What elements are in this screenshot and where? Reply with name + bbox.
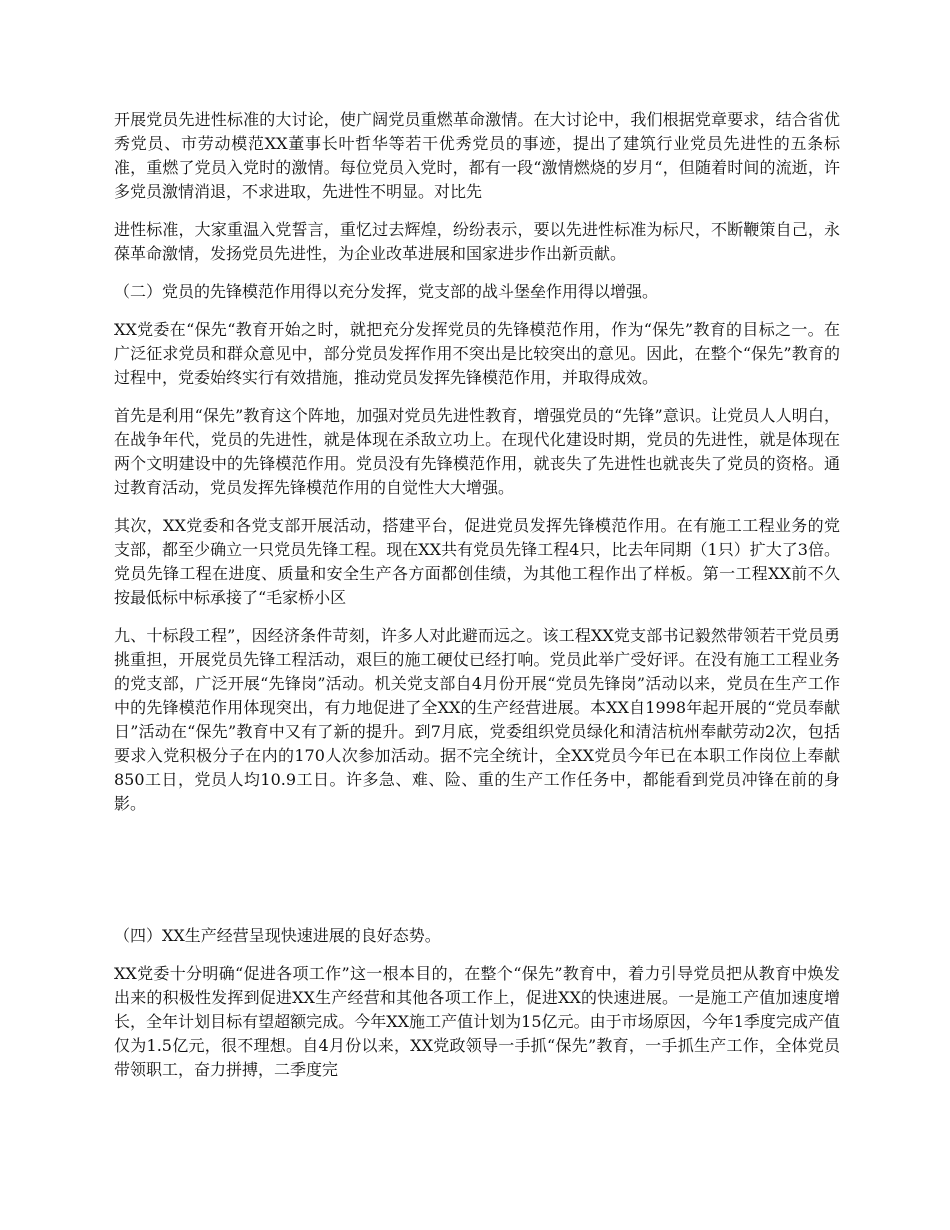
document-body (114, 108, 840, 1096)
section-heading-2: （二）党员的先锋模范作用得以充分发挥，党支部的战斗堡垒作用得以增强。 (114, 282, 659, 301)
paragraph-6: 九、十标段工程”，因经济条件苛刻，许多人对此避而远之。该工程XX党支部书记毅然带领若干党员勇挑重担，开展党员先锋工程活动，艰巨的施工硬仗已经打响。党员此举广受好评。在没有施工工程业务的党支部，广泛开展“先锋岗”活动。机关党支部自4月份开展“党员先锋岗”活动以来，党员在生产工作中的先锋模范作用体现突出，有力地促进了全XX的生产经营进展。本XX自1998年起开展的“党员奉献日”活动在“保先”教育中又有了新的提升。到7月底，党委组织党员绿化和清洁杭州奉献劳动2次，包括要求入党积极分子在内的170人次参加活动。据不完全统计，全XX党员今年已在本职工作岗位上奉献850工日，党员人均10.9工日。许多急、难、险、重的生产工作任务中，都能看到党员冲锋在前的身影。 (114, 626, 840, 813)
paragraph-2: 进性标准，大家重温入党誓言，重忆过去辉煌，纷纷表示，要以先进性标准为标尺，不断鞭策自己，永葆革命激情，发扬党员先进性，为企业改革进展和国家进步作出新贡献。 (114, 220, 840, 263)
section-heading-4: （四）XX生产经营呈现快速进展的良好态势。 (114, 926, 441, 945)
paragraph-1: 开展党员先进性标准的大讨论，使广阔党员重燃革命激情。在大讨论中，我们根据党章要求，结合省优秀党员、市劳动模范XX董事长叶哲华等若干优秀党员的事迹，提出了建筑行业党员先进性的五条标准，重燃了党员入党时的激情。每位党员入党时，都有一段“激情燃烧的岁月“，但随着时间的流逝，许多党员激情消退，不求进取，先进性不明显。对比先 (114, 110, 840, 201)
paragraph-3: XX党委在“保先“教育开始之时，就把充分发挥党员的先锋模范作用，作为“保先”教育的目标之一。在广泛征求党员和群众意见中，部分党员发挥作用不突出是比较突出的意见。因此，在整个“保先”教育的过程中，党委始终实行有效措施，推动党员发挥先锋模范作用，并取得成效。 (114, 320, 840, 387)
paragraph-5: 其次，XX党委和各党支部开展活动，搭建平台，促进党员发挥先锋模范作用。在有施工工程业务的党支部，都至少确立一只党员先锋工程。现在XX共有党员先锋工程4只，比去年同期（1只）扩大了3倍。党员先锋工程在进度、质量和安全生产各方面都创佳绩，为其他工程作出了样板。第一工程XX前不久按最低标中标承接了“毛家桥小区 (114, 516, 840, 607)
paragraph-7: XX党委十分明确“促进各项工作”这一根本目的，在整个“保先”教育中，着力引导党员把从教育中焕发出来的积极性发挥到促进XX生产经营和其他各项工作上，促进XX的快速进展。一是施工产值加速度增长，全年计划目标有望超额完成。今年XX施工产值计划为15亿元。由于市场原因，今年1季度完成产值仅为1.5亿元，很不理想。自4月份以来，XX党政领导一手抓“保先”教育，一手抓生产工作，全体党员带领职工，奋力拼搏，二季度完 (114, 964, 840, 1079)
paragraph-4: 首先是利用“保先”教育这个阵地，加强对党员先进性教育，增强党员的“先锋”意识。让党员人人明白，在战争年代，党员的先进性，就是体现在杀敌立功上。在现代化建设时期，党员的先进性，就是体现在两个文明建设中的先锋模范作用。党员没有先锋模范作用，就丧失了先进性也就丧失了党员的资格。通过教育活动，党员发挥先锋模范作用的自觉性大大增强。 (114, 406, 840, 497)
